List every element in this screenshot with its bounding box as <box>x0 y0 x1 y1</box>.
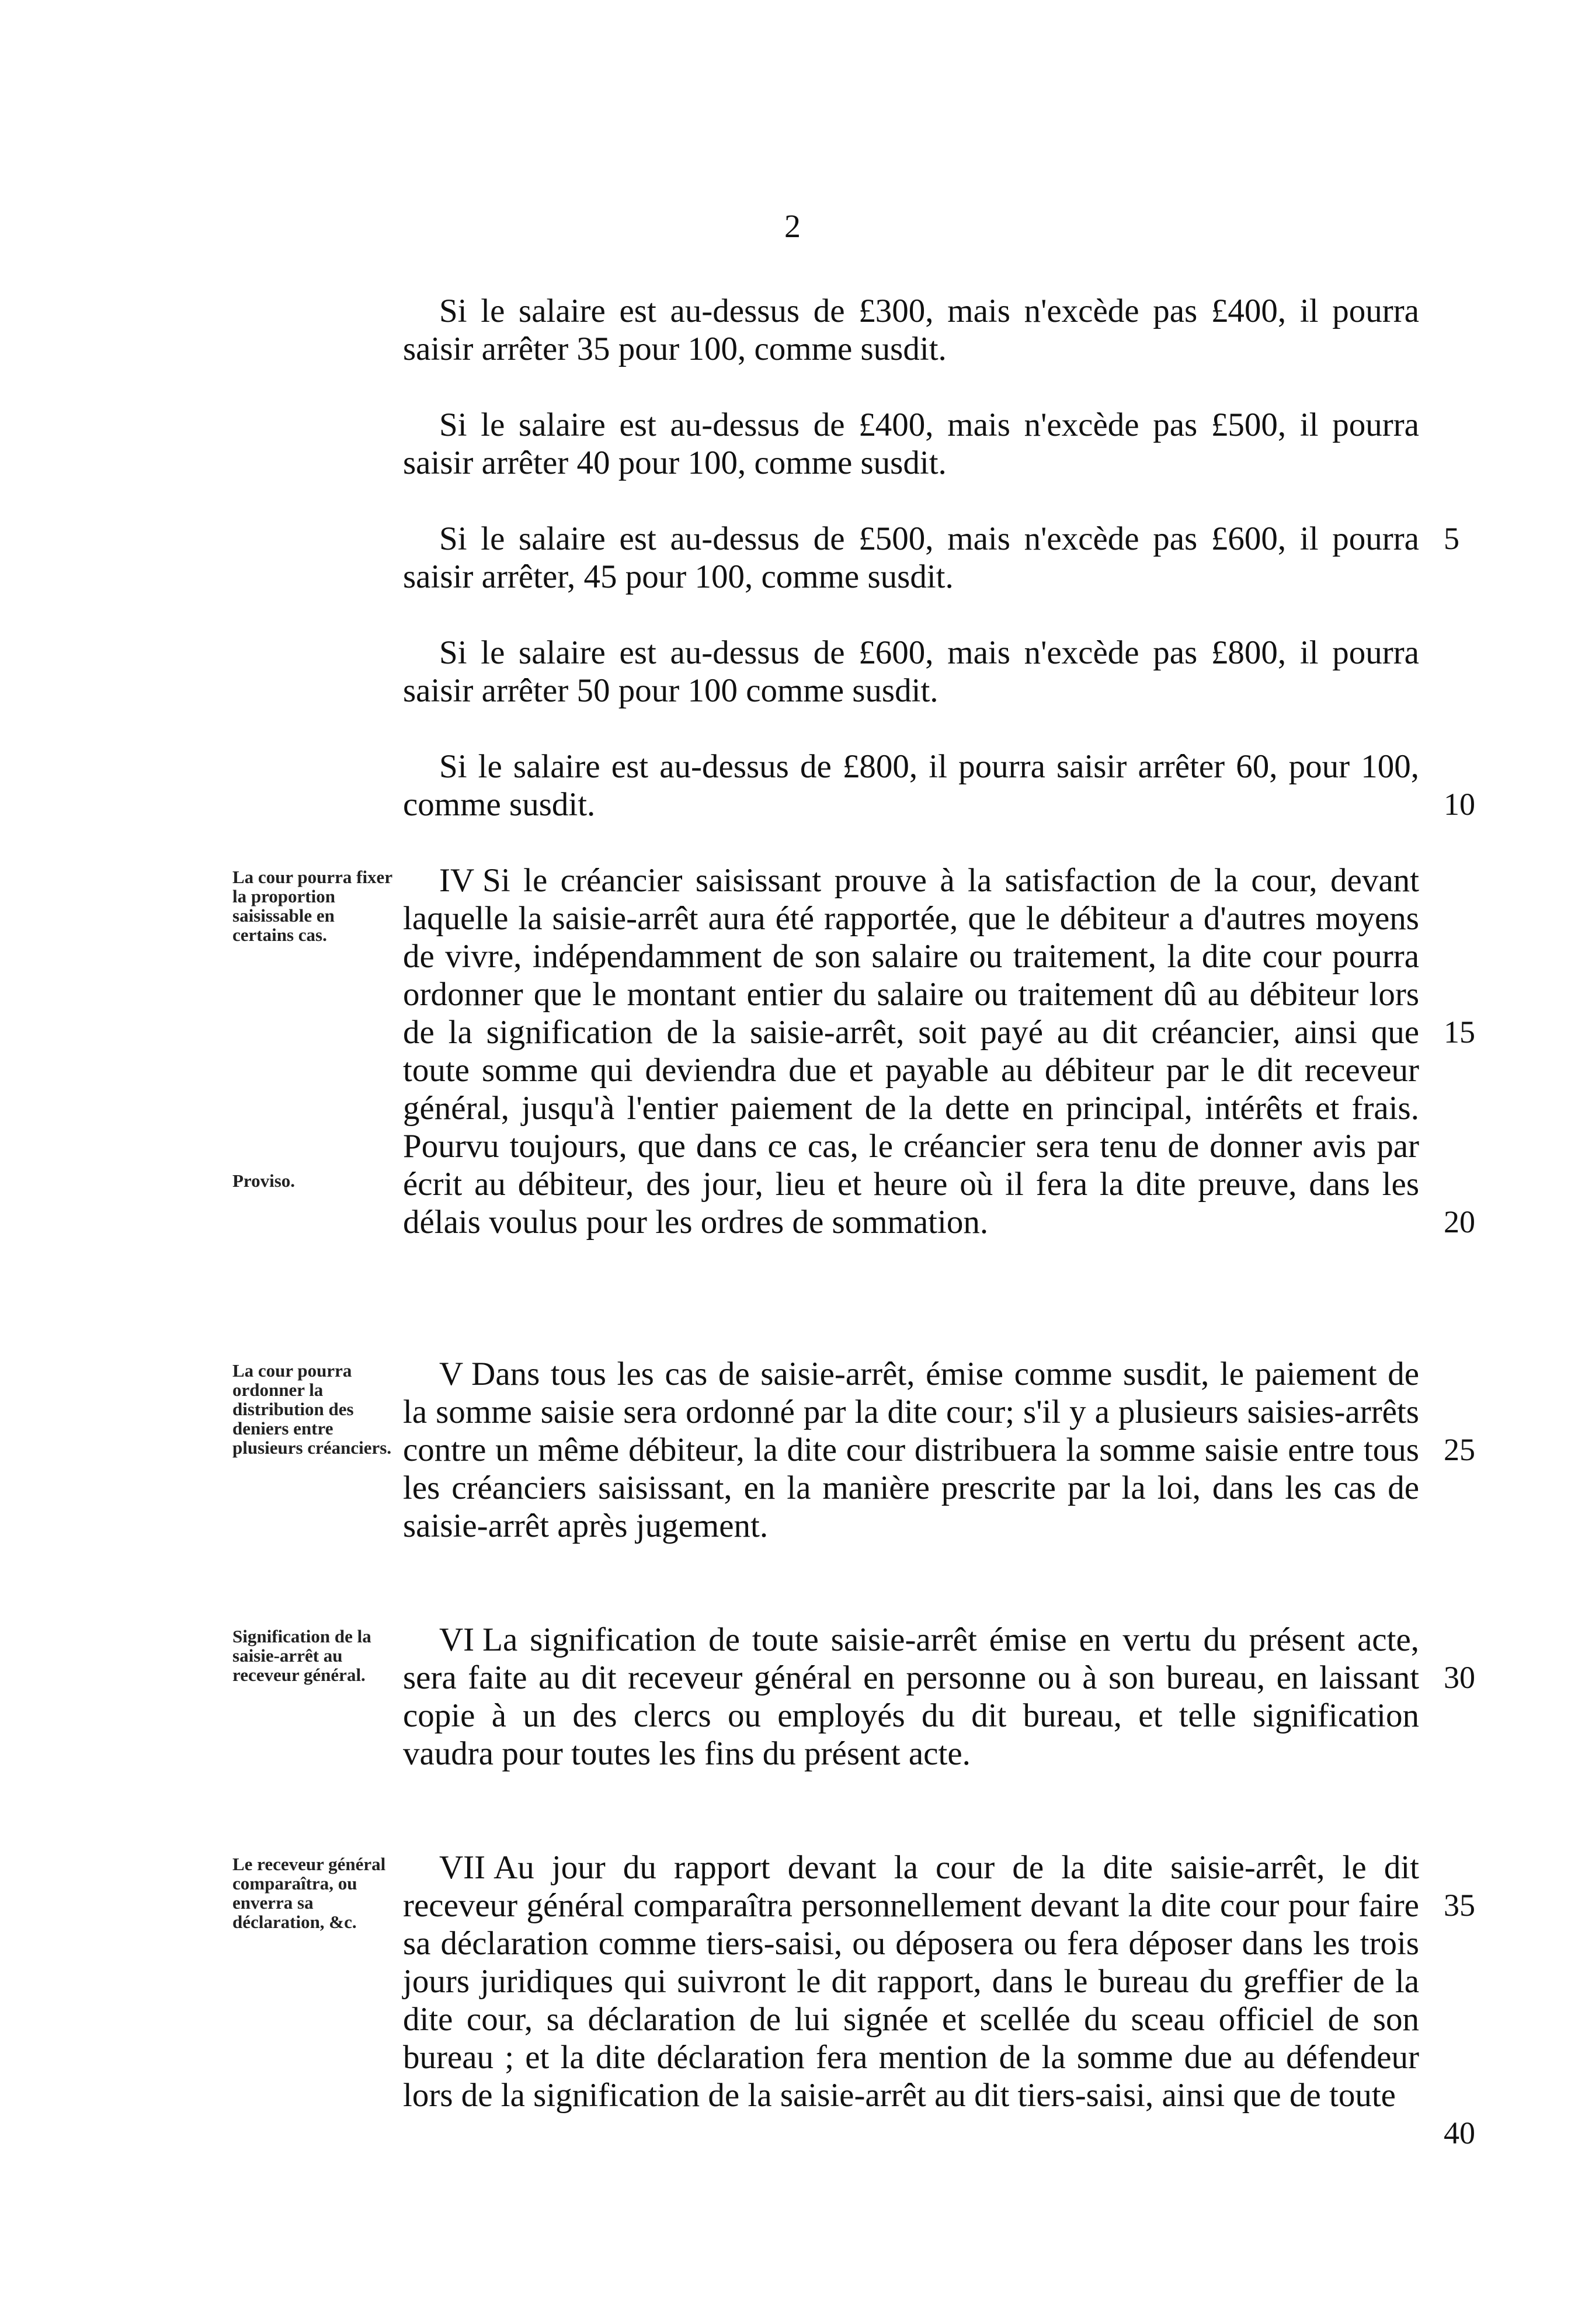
article-number: V <box>439 1356 464 1392</box>
margin-note-proportion: La cour pourra fixer la proportion saisissable en certains cas. <box>232 867 392 945</box>
margin-note-distribution: La cour pourra ordonner la distribution des deniers entre plusieurs créanciers. <box>232 1360 392 1458</box>
article-text: Dans tous les cas de saisie-arrêt, émise comme susdit, le paiement de la somme saisie sera ordonné par la dite cour; s'il y a plusieurs saisies-arrêts contre un même débiteur, la dite cour distribuera la somme saisie entre tous les créanciers saisissant, en la manière prescrite par la loi, dans les cas de saisie-arrêt après jugement. <box>403 1356 1419 1544</box>
line-number: 40 <box>1444 2115 1475 2151</box>
article-number: VII <box>439 1849 486 1886</box>
article-iv <box>403 861 1419 1241</box>
article-text: Si le créancier saisissant prouve à la satisfaction de la cour, devant laquelle la saisie-arrêt aura été rapportée, que le débiteur a d'autres moyens de vivre, indépendamment de son salaire ou traitement, la dite cour pourra ordonner que le montant entier du salaire ou traitement dû au débiteur lors de la signification de la saisie-arrêt, soit payé au dit créancier, ainsi que toute somme qui deviendra due et payable au débiteur par le dit receveur général, jusqu'à l'entier paiement de la dette en principal, intérêts et frais. Pourvu toujours, que dans ce cas, le créancier sera tenu de donner avis par écrit au débiteur, des jour, lieu et heure où il fera la dite preuve, dans les délais voulus pour les ordres de sommation. <box>403 862 1419 1241</box>
margin-note-proviso: Proviso. <box>232 1170 296 1191</box>
line-number: 20 <box>1444 1204 1475 1239</box>
line-number: 15 <box>1444 1015 1475 1050</box>
article-vii <box>403 1849 1419 2114</box>
article-vi <box>403 1621 1419 1773</box>
article-number: IV <box>439 862 475 899</box>
schedule-paragraph-2: Si le salaire est au-dessus de £400, mais n'excède pas £500, il pourra saisir arrêter 40 pour 100, comme susdit. <box>403 407 1419 481</box>
schedule-paragraph-1: Si le salaire est au-dessus de £300, mais n'excède pas £400, il pourra saisir arrêter 35 pour 100, comme susdit. <box>403 293 1419 367</box>
schedule-paragraph-3: Si le salaire est au-dessus de £500, mais n'excède pas £600, il pourra saisir arrêter, 45 pour 100, comme susdit. <box>403 520 1419 595</box>
line-number: 10 <box>1444 787 1475 822</box>
line-number: 30 <box>1444 1660 1475 1695</box>
article-text: Au jour du rapport devant la cour de la dite saisie-arrêt, le dit receveur général comparaîtra personnellement devant la dite cour pour faire sa déclaration comme tiers-saisi, ou déposera ou fera déposer dans les trois jours juridiques qui suivront le dit rapport, dans le bureau du greffier de la dite cour, sa déclaration de lui signée et scellée du sceau officiel de son bureau ; et la dite déclaration fera mention de la somme due au défendeur lors de la signification de la saisie-arrêt au dit tiers-saisi, ainsi que de toute <box>403 1849 1419 2114</box>
page-number: 2 <box>784 209 801 245</box>
article-v <box>403 1355 1419 1545</box>
margin-note-signification: Signification de la saisie-arrêt au receveur général. <box>232 1626 371 1685</box>
article-text: La signification de toute saisie-arrêt émise en vertu du présent acte, sera faite au dit receveur général en personne ou à son bureau, en laissant copie à un des clercs ou employés du dit bureau, et telle signification vaudra pour toutes les fins du présent acte. <box>403 1621 1419 1772</box>
margin-note-receveur: Le receveur général comparaîtra, ou enverra sa déclaration, &c. <box>232 1854 386 1932</box>
line-number: 25 <box>1444 1432 1475 1467</box>
line-number: 35 <box>1444 1888 1475 1923</box>
line-number: 5 <box>1444 521 1459 556</box>
schedule-paragraph-4: Si le salaire est au-dessus de £600, mais n'excède pas £800, il pourra saisir arrêter 50 pour 100 comme susdit. <box>403 634 1419 709</box>
schedule-paragraph-5: Si le salaire est au-dessus de £800, il pourra saisir arrêter 60, pour 100, comme susdit. <box>403 748 1419 823</box>
article-number: VI <box>439 1621 475 1658</box>
